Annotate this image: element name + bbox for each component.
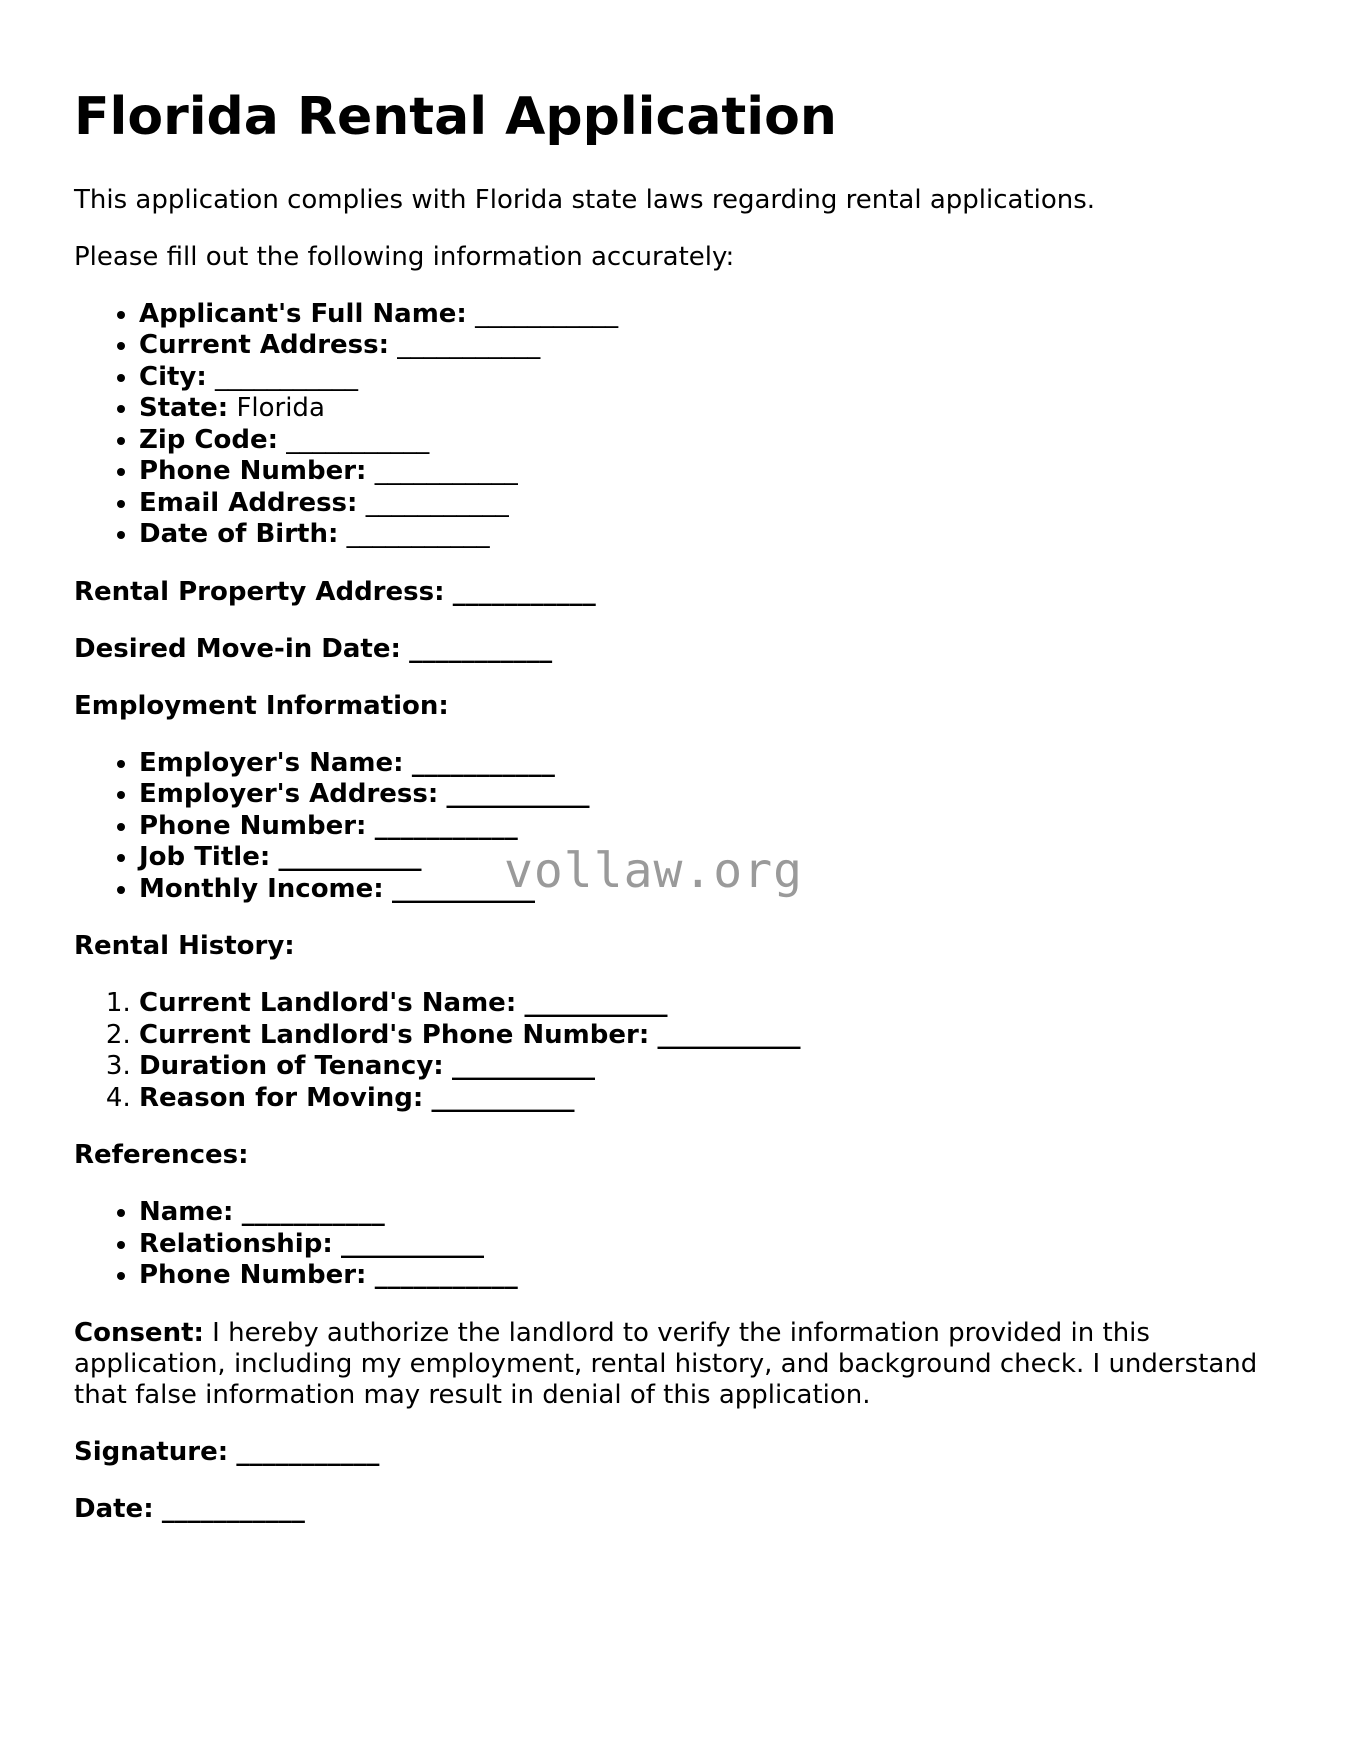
references-heading — [74, 1140, 1274, 1171]
current-address-item — [139, 330, 1274, 362]
field-label: Email Address: — [139, 487, 358, 518]
move-in-date-line — [74, 634, 1274, 665]
applicant-full-name-item — [139, 299, 1274, 331]
field-label: Reason for Moving: — [139, 1082, 424, 1113]
field-label: Zip Code: — [139, 424, 279, 455]
signature-line — [74, 1437, 1274, 1468]
fill-blank: ___________ — [365, 487, 509, 518]
intro-instructions-text: Please fill out the following information accurately: — [74, 241, 735, 272]
field-label: Job Title: — [139, 842, 271, 873]
field-label: Current Landlord's Name: — [139, 988, 517, 1019]
fill-blank: ___________ — [409, 633, 553, 664]
fill-blank: ___________ — [411, 747, 555, 778]
fill-blank: ___________ — [278, 842, 422, 873]
fill-blank: ___________ — [446, 779, 590, 810]
fill-blank: ___________ — [374, 456, 518, 487]
field-label: State: — [139, 393, 229, 424]
fill-blank: ___________ — [341, 1228, 484, 1259]
rental-history-list — [74, 988, 1274, 1114]
fill-blank: ___________ — [161, 1493, 305, 1524]
consent-label: Consent: — [74, 1317, 204, 1348]
email-address-item — [139, 488, 1274, 520]
field-label: Relationship: — [139, 1228, 333, 1259]
fill-blank: ___________ — [475, 298, 619, 329]
field-label: Rental Property Address: — [74, 576, 445, 607]
fill-blank: ___________ — [374, 1260, 518, 1291]
employer-phone-item — [139, 811, 1274, 843]
state-item — [139, 393, 1274, 425]
fill-blank: ___________ — [286, 424, 430, 455]
document-page — [74, 88, 1274, 1551]
field-label: Current Address: — [139, 330, 390, 361]
rental-history-heading — [74, 931, 1274, 962]
date-of-birth-item — [139, 519, 1274, 551]
reason-for-moving-item — [139, 1083, 1274, 1115]
fill-blank: ___________ — [397, 330, 541, 361]
consent-paragraph — [74, 1318, 1274, 1411]
date-line — [74, 1494, 1274, 1525]
field-label: Name: — [139, 1197, 234, 1228]
phone-number-item — [139, 456, 1274, 488]
intro-compliance-text: This application complies with Florida state laws regarding rental applications. — [74, 184, 1096, 215]
fill-blank: ___________ — [524, 988, 668, 1019]
field-label: Date: — [74, 1493, 154, 1524]
references-list — [74, 1197, 1274, 1292]
fill-blank: ___________ — [391, 873, 535, 904]
section-heading: Rental History: — [74, 931, 295, 962]
field-label: Current Landlord's Phone Number: — [139, 1019, 650, 1050]
rental-property-address-line — [74, 577, 1274, 608]
state-value: Florida — [236, 393, 325, 424]
field-label: Phone Number: — [139, 810, 367, 841]
page-title: Florida Rental Application — [74, 87, 837, 147]
tenancy-duration-item — [139, 1051, 1274, 1083]
employer-name-item — [139, 748, 1274, 780]
field-label: Duration of Tenancy: — [139, 1051, 444, 1082]
landlord-name-item — [139, 988, 1274, 1020]
field-label: Employer's Address: — [139, 779, 439, 810]
zip-code-item — [139, 425, 1274, 457]
fill-blank: ___________ — [236, 1436, 380, 1467]
field-label: Desired Move-in Date: — [74, 633, 401, 664]
employer-address-item — [139, 779, 1274, 811]
fill-blank: ___________ — [657, 1019, 801, 1050]
watermark-text: vollaw.org — [504, 843, 803, 899]
fill-blank: ___________ — [451, 1051, 595, 1082]
fill-blank: ___________ — [346, 519, 490, 550]
fill-blank: ___________ — [215, 361, 359, 392]
section-heading: References: — [74, 1140, 249, 1171]
fill-blank: ___________ — [241, 1197, 385, 1228]
fill-blank: ___________ — [452, 576, 596, 607]
applicant-info-list — [74, 299, 1274, 551]
field-label: Monthly Income: — [139, 873, 384, 904]
field-label: Date of Birth: — [139, 519, 339, 550]
field-label: City: — [139, 361, 207, 392]
field-label: Phone Number: — [139, 1260, 367, 1291]
fill-blank: ___________ — [374, 810, 518, 841]
field-label: Phone Number: — [139, 456, 367, 487]
fill-blank: ___________ — [431, 1082, 575, 1113]
field-label: Applicant's Full Name: — [139, 298, 467, 329]
reference-name-item — [139, 1197, 1274, 1229]
reference-relationship-item — [139, 1229, 1274, 1261]
field-label: Employer's Name: — [139, 747, 404, 778]
field-label: Signature: — [74, 1436, 229, 1467]
consent-text: I hereby authorize the landlord to verify the information provided in this application, including my employment, rental history, and background check. I understand that false information may result in denial of this application. — [74, 1317, 1258, 1410]
city-item — [139, 362, 1274, 394]
reference-phone-item — [139, 1260, 1274, 1292]
landlord-phone-item — [139, 1020, 1274, 1052]
employment-heading — [74, 691, 1274, 722]
section-heading: Employment Information: — [74, 690, 449, 721]
